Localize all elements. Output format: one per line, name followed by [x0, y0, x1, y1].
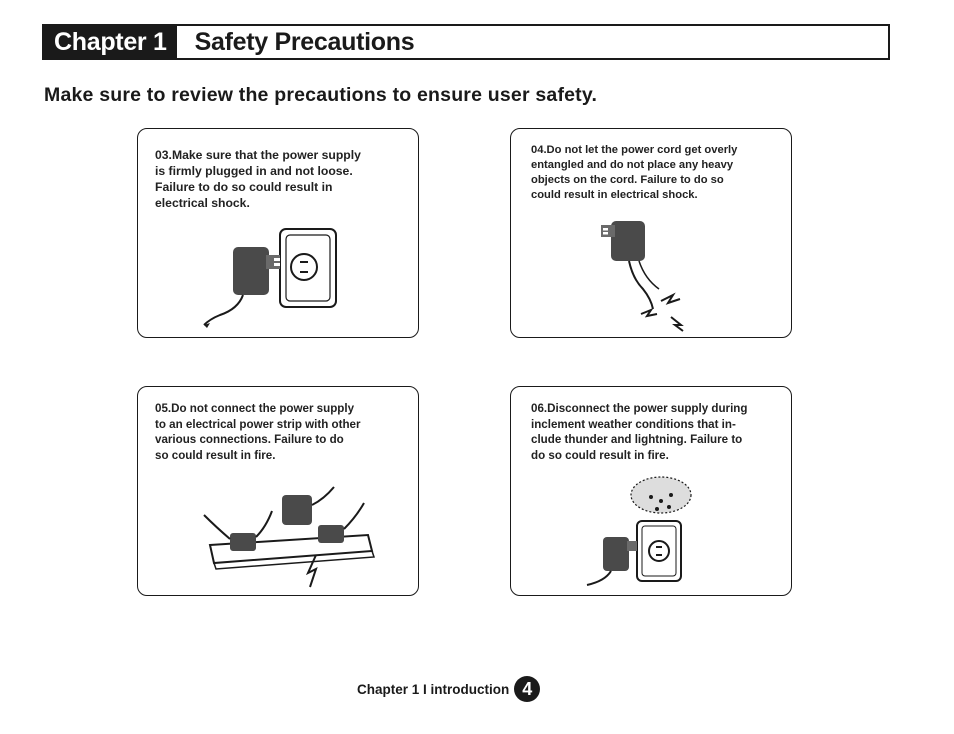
precaution-text-05: 05.Do not connect the power supply to an electrical power strip with other various connections. Failure to do so could result in fire.: [155, 402, 361, 462]
chapter-label: Chapter 1: [44, 26, 177, 58]
precaution-card-05: [137, 386, 419, 596]
precaution-card-04: [510, 128, 792, 338]
power-strip-illustration: [138, 387, 420, 597]
page-footer: [357, 676, 540, 702]
thunderstorm-illustration: [511, 387, 793, 597]
precaution-text-03: 03.Make sure that the power supply is firmly plugged in and not loose. Failure to do so could result in electrical shock.: [155, 148, 361, 210]
chapter-header: [42, 24, 890, 60]
precaution-card-03: [137, 128, 419, 338]
chapter-title: Safety Precautions: [194, 27, 415, 56]
page-subtitle: Make sure to review the precautions to ensure user safety.: [44, 84, 598, 106]
precaution-text-06: 06.Disconnect the power supply during inclement weather conditions that in- clude thunder and lightning. Failure to do so could result in fire.: [531, 402, 748, 462]
precaution-text-04: 04.Do not let the power cord get overly entangled and do not place any heavy objects on the cord. Failure to do so could result in electrical shock.: [531, 144, 738, 201]
tangled-cord-illustration: [511, 129, 793, 339]
footer-label: Chapter 1 I introduction: [357, 681, 510, 697]
page-number-badge: 4: [514, 676, 540, 702]
plug-in-outlet-illustration: [138, 129, 420, 339]
precaution-card-06: [510, 386, 792, 596]
